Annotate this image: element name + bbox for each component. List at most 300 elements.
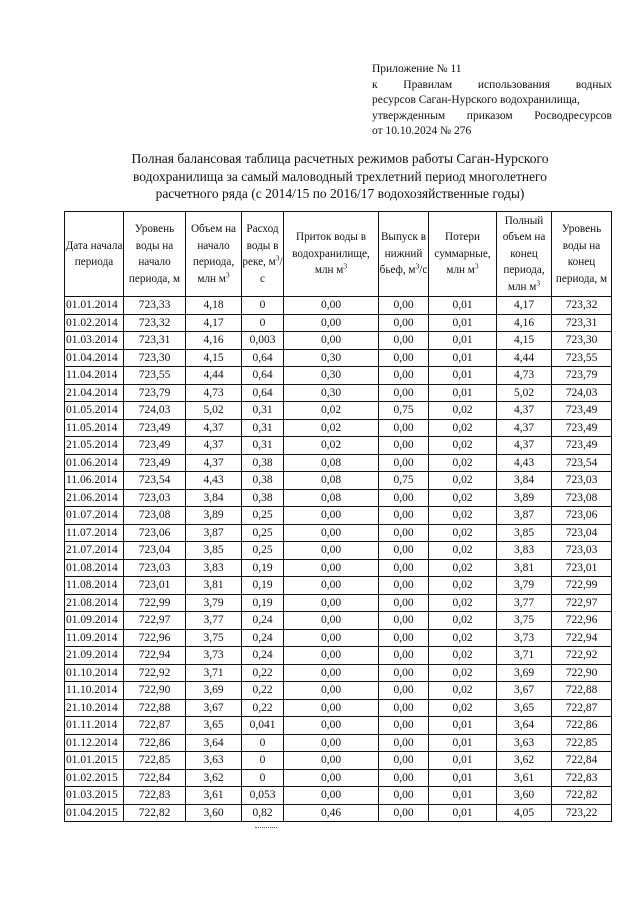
cell-losses: 0,02: [429, 524, 497, 542]
cell-inflow: 0,00: [284, 524, 379, 542]
cell-level-start: 724,03: [124, 402, 186, 420]
cell-inflow: 0,00: [284, 682, 379, 700]
cell-release: 0,00: [379, 419, 429, 437]
cell-level-end: 723,31: [552, 314, 612, 332]
table-row: [65, 507, 612, 525]
cell-river-flow: 0,25: [242, 524, 284, 542]
cell-release: 0,00: [379, 542, 429, 560]
cell-level-end: 723,08: [552, 489, 612, 507]
cell-volume-start: 3,65: [186, 717, 242, 735]
cell-release: 0,00: [379, 594, 429, 612]
cell-date: 01.08.2014: [65, 559, 124, 577]
cell-volume-start: 4,37: [186, 437, 242, 455]
cell-level-start: 723,06: [124, 524, 186, 542]
cell-river-flow: 0,38: [242, 454, 284, 472]
cell-river-flow: 0,82: [242, 804, 284, 822]
table-row: [65, 402, 612, 420]
cell-inflow: 0,00: [284, 769, 379, 787]
cell-volume-end: 4,37: [497, 419, 552, 437]
cell-inflow: 0,00: [284, 542, 379, 560]
cell-volume-end: 3,85: [497, 524, 552, 542]
cell-inflow: 0,00: [284, 752, 379, 770]
cell-volume-start: 3,62: [186, 769, 242, 787]
table-row: [65, 489, 612, 507]
cell-volume-end: 3,79: [497, 577, 552, 595]
table-row: [65, 454, 612, 472]
table-row: [65, 664, 612, 682]
cell-release: 0,00: [379, 437, 429, 455]
cell-losses: 0,02: [429, 682, 497, 700]
cell-level-end: 723,03: [552, 542, 612, 560]
cell-volume-end: 3,87: [497, 507, 552, 525]
cell-volume-end: 3,71: [497, 647, 552, 665]
document-title: [70, 150, 610, 203]
cell-date: 21.04.2014: [65, 384, 124, 402]
cell-losses: 0,01: [429, 752, 497, 770]
cell-river-flow: 0,25: [242, 507, 284, 525]
cell-inflow: 0,00: [284, 647, 379, 665]
cell-date: 21.06.2014: [65, 489, 124, 507]
cell-river-flow: 0,053: [242, 787, 284, 805]
cell-volume-start: 3,81: [186, 577, 242, 595]
cell-date: 11.05.2014: [65, 419, 124, 437]
balance-table: [64, 211, 612, 822]
cell-inflow: 0,30: [284, 349, 379, 367]
cell-losses: 0,02: [429, 419, 497, 437]
title-line: водохранилища за самый маловодный трехлетний период многолетнего: [132, 168, 548, 184]
cell-river-flow: 0,003: [242, 332, 284, 350]
cell-volume-end: 5,02: [497, 384, 552, 402]
cell-inflow: 0,00: [284, 699, 379, 717]
cell-losses: 0,02: [429, 577, 497, 595]
table-row: [65, 787, 612, 805]
cell-inflow: 0,02: [284, 437, 379, 455]
cell-losses: 0,01: [429, 804, 497, 822]
cell-date: 11.06.2014: [65, 472, 124, 490]
cell-level-start: 722,85: [124, 752, 186, 770]
header-date: Дата начала периода: [65, 212, 124, 297]
cell-river-flow: 0,041: [242, 717, 284, 735]
cell-volume-start: 3,89: [186, 507, 242, 525]
cell-losses: 0,01: [429, 787, 497, 805]
cell-volume-start: 5,02: [186, 402, 242, 420]
cell-losses: 0,01: [429, 332, 497, 350]
cell-level-start: 722,82: [124, 804, 186, 822]
cell-river-flow: 0,24: [242, 647, 284, 665]
cell-release: 0,75: [379, 472, 429, 490]
cell-river-flow: 0,24: [242, 629, 284, 647]
cell-volume-end: 3,77: [497, 594, 552, 612]
cell-level-start: 722,96: [124, 629, 186, 647]
appendix-rules-line: к Правилам использования водных: [372, 78, 612, 91]
cell-release: 0,00: [379, 507, 429, 525]
cell-inflow: 0,00: [284, 577, 379, 595]
cell-level-end: 722,92: [552, 647, 612, 665]
cell-date: 01.02.2014: [65, 314, 124, 332]
cell-inflow: 0,00: [284, 507, 379, 525]
cell-level-end: 723,30: [552, 332, 612, 350]
cell-volume-end: 4,44: [497, 349, 552, 367]
cell-inflow: 0,08: [284, 472, 379, 490]
cell-river-flow: 0,31: [242, 437, 284, 455]
cell-date: 01.11.2014: [65, 717, 124, 735]
cell-river-flow: 0,31: [242, 419, 284, 437]
cell-losses: 0,01: [429, 314, 497, 332]
cell-volume-end: 4,05: [497, 804, 552, 822]
cell-level-start: 722,83: [124, 787, 186, 805]
cell-level-end: 722,83: [552, 769, 612, 787]
cell-inflow: 0,02: [284, 402, 379, 420]
cell-inflow: 0,00: [284, 594, 379, 612]
cell-river-flow: 0,22: [242, 682, 284, 700]
cell-river-flow: 0,31: [242, 402, 284, 420]
cell-river-flow: 0,19: [242, 594, 284, 612]
cell-level-end: 722,96: [552, 612, 612, 630]
cell-river-flow: 0,19: [242, 559, 284, 577]
cell-inflow: 0,00: [284, 332, 379, 350]
cell-level-start: 723,32: [124, 314, 186, 332]
cell-level-end: 723,04: [552, 524, 612, 542]
title-line: Полная балансовая таблица расчетных режимов работы Саган-Нурского: [131, 151, 549, 166]
table-row: [65, 542, 612, 560]
cell-volume-start: 4,18: [186, 297, 242, 315]
cell-level-start: 723,31: [124, 332, 186, 350]
cell-release: 0,00: [379, 367, 429, 385]
header-losses: Потери суммарные, млн $м^3$: [429, 212, 497, 297]
cell-date: 01.01.2015: [65, 752, 124, 770]
cell-river-flow: 0,38: [242, 489, 284, 507]
cell-date: 01.04.2015: [65, 804, 124, 822]
appendix-note: [372, 62, 612, 140]
cell-release: 0,00: [379, 699, 429, 717]
table-row: [65, 629, 612, 647]
cell-level-end: 722,88: [552, 682, 612, 700]
table-body: [65, 297, 612, 822]
table-row: [65, 769, 612, 787]
cell-release: 0,00: [379, 489, 429, 507]
cell-volume-end: 3,75: [497, 612, 552, 630]
table-row: [65, 804, 612, 822]
cell-volume-start: 3,60: [186, 804, 242, 822]
cell-level-start: 722,88: [124, 699, 186, 717]
cell-level-end: 723,79: [552, 367, 612, 385]
cell-volume-end: 4,37: [497, 402, 552, 420]
cell-level-end: 723,06: [552, 507, 612, 525]
cell-release: 0,00: [379, 314, 429, 332]
cell-level-start: 722,87: [124, 717, 186, 735]
cell-date: 21.08.2014: [65, 594, 124, 612]
cell-level-start: 723,33: [124, 297, 186, 315]
cell-volume-end: 3,65: [497, 699, 552, 717]
cell-inflow: 0,30: [284, 367, 379, 385]
table-row: [65, 699, 612, 717]
cell-volume-end: 4,17: [497, 297, 552, 315]
cell-release: 0,00: [379, 717, 429, 735]
cell-release: 0,00: [379, 559, 429, 577]
table-row: [65, 612, 612, 630]
cell-level-start: 722,99: [124, 594, 186, 612]
table-row: [65, 437, 612, 455]
table-row: [65, 332, 612, 350]
header-inflow: Приток воды в водохранилище, млн $м^3$: [284, 212, 379, 297]
cell-release: 0,00: [379, 612, 429, 630]
cell-volume-end: 3,62: [497, 752, 552, 770]
cell-losses: 0,01: [429, 769, 497, 787]
footer-dotted-line: [255, 827, 277, 829]
table-row: [65, 419, 612, 437]
cell-level-start: 723,55: [124, 367, 186, 385]
cell-date: 01.05.2014: [65, 402, 124, 420]
cell-losses: 0,02: [429, 559, 497, 577]
cell-losses: 0,01: [429, 297, 497, 315]
cell-date: 01.07.2014: [65, 507, 124, 525]
cell-release: 0,00: [379, 577, 429, 595]
cell-level-end: 722,84: [552, 752, 612, 770]
cell-volume-start: 4,16: [186, 332, 242, 350]
cell-volume-start: 3,67: [186, 699, 242, 717]
cell-level-end: 723,49: [552, 402, 612, 420]
cell-volume-end: 3,64: [497, 717, 552, 735]
cell-volume-start: 3,75: [186, 629, 242, 647]
cell-level-end: 723,54: [552, 454, 612, 472]
cell-release: 0,00: [379, 384, 429, 402]
cell-inflow: 0,00: [284, 787, 379, 805]
cell-release: 0,00: [379, 664, 429, 682]
cell-volume-start: 3,79: [186, 594, 242, 612]
cell-river-flow: 0,64: [242, 384, 284, 402]
cell-volume-end: 3,60: [497, 787, 552, 805]
cell-date: 11.07.2014: [65, 524, 124, 542]
cell-inflow: 0,00: [284, 734, 379, 752]
cell-river-flow: 0,64: [242, 367, 284, 385]
cell-level-start: 723,04: [124, 542, 186, 560]
cell-inflow: 0,02: [284, 419, 379, 437]
cell-release: 0,00: [379, 349, 429, 367]
cell-volume-start: 3,85: [186, 542, 242, 560]
cell-river-flow: 0: [242, 734, 284, 752]
appendix-date-line: от 10.10.2024 № 276: [372, 125, 472, 137]
table-row: [65, 717, 612, 735]
cell-river-flow: 0,64: [242, 349, 284, 367]
table-row: [65, 559, 612, 577]
cell-release: 0,00: [379, 787, 429, 805]
cell-level-end: 722,86: [552, 717, 612, 735]
table-row: [65, 577, 612, 595]
cell-release: 0,00: [379, 752, 429, 770]
cell-volume-start: 3,84: [186, 489, 242, 507]
header-volume-end: Полный объем на конец периода, млн $м^3$: [497, 212, 552, 297]
cell-level-start: 723,79: [124, 384, 186, 402]
cell-date: 01.01.2014: [65, 297, 124, 315]
cell-losses: 0,02: [429, 489, 497, 507]
cell-volume-start: 3,87: [186, 524, 242, 542]
cell-level-end: 722,85: [552, 734, 612, 752]
table-row: [65, 367, 612, 385]
cell-volume-start: 3,83: [186, 559, 242, 577]
cell-level-start: 722,97: [124, 612, 186, 630]
cell-volume-start: 3,64: [186, 734, 242, 752]
cell-level-end: 722,90: [552, 664, 612, 682]
cell-volume-start: 3,71: [186, 664, 242, 682]
cell-losses: 0,01: [429, 349, 497, 367]
cell-release: 0,00: [379, 332, 429, 350]
cell-volume-end: 4,73: [497, 367, 552, 385]
cell-level-start: 723,01: [124, 577, 186, 595]
cell-river-flow: 0,19: [242, 577, 284, 595]
cell-release: 0,75: [379, 402, 429, 420]
cell-losses: 0,02: [429, 472, 497, 490]
cell-losses: 0,02: [429, 629, 497, 647]
cell-volume-end: 4,37: [497, 437, 552, 455]
cell-level-start: 722,94: [124, 647, 186, 665]
cell-losses: 0,02: [429, 454, 497, 472]
cell-level-start: 722,84: [124, 769, 186, 787]
cell-river-flow: 0,25: [242, 542, 284, 560]
cell-volume-start: 4,17: [186, 314, 242, 332]
cell-river-flow: 0: [242, 314, 284, 332]
cell-level-end: 723,55: [552, 349, 612, 367]
cell-volume-end: 3,69: [497, 664, 552, 682]
cell-losses: 0,01: [429, 717, 497, 735]
cell-inflow: 0,00: [284, 559, 379, 577]
cell-losses: 0,02: [429, 402, 497, 420]
table-row: [65, 752, 612, 770]
cell-date: 21.07.2014: [65, 542, 124, 560]
cell-date: 21.09.2014: [65, 647, 124, 665]
cell-volume-start: 3,77: [186, 612, 242, 630]
cell-losses: 0,01: [429, 367, 497, 385]
cell-level-end: 723,49: [552, 437, 612, 455]
cell-date: 21.05.2014: [65, 437, 124, 455]
cell-date: 01.03.2014: [65, 332, 124, 350]
cell-river-flow: 0,22: [242, 699, 284, 717]
cell-inflow: 0,08: [284, 489, 379, 507]
cell-river-flow: 0: [242, 769, 284, 787]
cell-inflow: 0,00: [284, 629, 379, 647]
cell-date: 01.04.2014: [65, 349, 124, 367]
cell-volume-start: 3,61: [186, 787, 242, 805]
cell-inflow: 0,00: [284, 314, 379, 332]
table-row: [65, 594, 612, 612]
cell-losses: 0,02: [429, 699, 497, 717]
cell-inflow: 0,46: [284, 804, 379, 822]
cell-volume-start: 4,15: [186, 349, 242, 367]
cell-volume-start: 4,44: [186, 367, 242, 385]
cell-release: 0,00: [379, 804, 429, 822]
table-row: [65, 524, 612, 542]
appendix-reservoir-line: ресурсов Саган-Нурского водохранилища,: [372, 94, 580, 106]
cell-losses: 0,01: [429, 384, 497, 402]
cell-level-start: 723,49: [124, 454, 186, 472]
cell-level-end: 723,03: [552, 472, 612, 490]
cell-volume-end: 3,73: [497, 629, 552, 647]
cell-level-start: 723,49: [124, 419, 186, 437]
cell-volume-start: 4,43: [186, 472, 242, 490]
cell-volume-end: 4,15: [497, 332, 552, 350]
cell-level-end: 722,82: [552, 787, 612, 805]
cell-date: 01.03.2015: [65, 787, 124, 805]
cell-date: 21.10.2014: [65, 699, 124, 717]
cell-river-flow: 0: [242, 297, 284, 315]
header-release: Выпуск в нижний бьеф, $м^3/с$: [379, 212, 429, 297]
cell-losses: 0,02: [429, 647, 497, 665]
cell-volume-end: 3,81: [497, 559, 552, 577]
cell-losses: 0,02: [429, 542, 497, 560]
cell-river-flow: 0,24: [242, 612, 284, 630]
header-level-end: Уровень воды на конец периода, м: [552, 212, 612, 297]
cell-level-end: 723,22: [552, 804, 612, 822]
cell-volume-end: 4,43: [497, 454, 552, 472]
cell-release: 0,00: [379, 647, 429, 665]
table-row: [65, 384, 612, 402]
cell-volume-start: 4,37: [186, 454, 242, 472]
cell-inflow: 0,00: [284, 297, 379, 315]
header-level-start: Уровень воды на начало периода, м: [124, 212, 186, 297]
header-row: [65, 212, 612, 297]
cell-date: 01.09.2014: [65, 612, 124, 630]
table-row: [65, 734, 612, 752]
cell-inflow: 0,00: [284, 664, 379, 682]
cell-level-end: 722,87: [552, 699, 612, 717]
cell-level-start: 722,92: [124, 664, 186, 682]
cell-level-start: 723,49: [124, 437, 186, 455]
cell-losses: 0,02: [429, 594, 497, 612]
cell-volume-end: 3,67: [497, 682, 552, 700]
cell-losses: 0,02: [429, 612, 497, 630]
cell-level-start: 723,08: [124, 507, 186, 525]
table-row: [65, 647, 612, 665]
cell-volume-end: 3,84: [497, 472, 552, 490]
cell-losses: 0,01: [429, 734, 497, 752]
cell-volume-start: 4,73: [186, 384, 242, 402]
table-header: [65, 212, 612, 297]
cell-date: 11.09.2014: [65, 629, 124, 647]
cell-date: 01.12.2014: [65, 734, 124, 752]
header-volume-start: Объем на начало периода, млн $м^3$: [186, 212, 242, 297]
cell-volume-end: 3,61: [497, 769, 552, 787]
appendix-number: Приложение № 11: [372, 63, 462, 75]
table-row: [65, 682, 612, 700]
table-row: [65, 472, 612, 490]
table-row: [65, 349, 612, 367]
cell-river-flow: 0,38: [242, 472, 284, 490]
cell-level-end: 722,97: [552, 594, 612, 612]
cell-date: 01.02.2015: [65, 769, 124, 787]
cell-river-flow: 0: [242, 752, 284, 770]
cell-inflow: 0,08: [284, 454, 379, 472]
title-line: расчетного ряда (с 2014/15 по 2016/17 водохозяйственные годы): [155, 186, 525, 201]
cell-level-end: 724,03: [552, 384, 612, 402]
cell-level-start: 722,90: [124, 682, 186, 700]
cell-date: 11.04.2014: [65, 367, 124, 385]
cell-volume-end: 3,89: [497, 489, 552, 507]
cell-level-end: 723,32: [552, 297, 612, 315]
cell-level-start: 723,03: [124, 559, 186, 577]
header-river-flow: Расход воды в реке, $м^3/с$: [242, 212, 284, 297]
cell-release: 0,00: [379, 682, 429, 700]
cell-release: 0,00: [379, 769, 429, 787]
cell-volume-start: 3,69: [186, 682, 242, 700]
cell-inflow: 0,00: [284, 717, 379, 735]
cell-level-start: 723,03: [124, 489, 186, 507]
cell-date: 01.10.2014: [65, 664, 124, 682]
cell-inflow: 0,00: [284, 612, 379, 630]
cell-level-end: 723,49: [552, 419, 612, 437]
cell-inflow: 0,30: [284, 384, 379, 402]
cell-volume-start: 4,37: [186, 419, 242, 437]
cell-date: 11.08.2014: [65, 577, 124, 595]
appendix-order-line: утвержденным приказом Росводресурсов: [372, 109, 612, 122]
